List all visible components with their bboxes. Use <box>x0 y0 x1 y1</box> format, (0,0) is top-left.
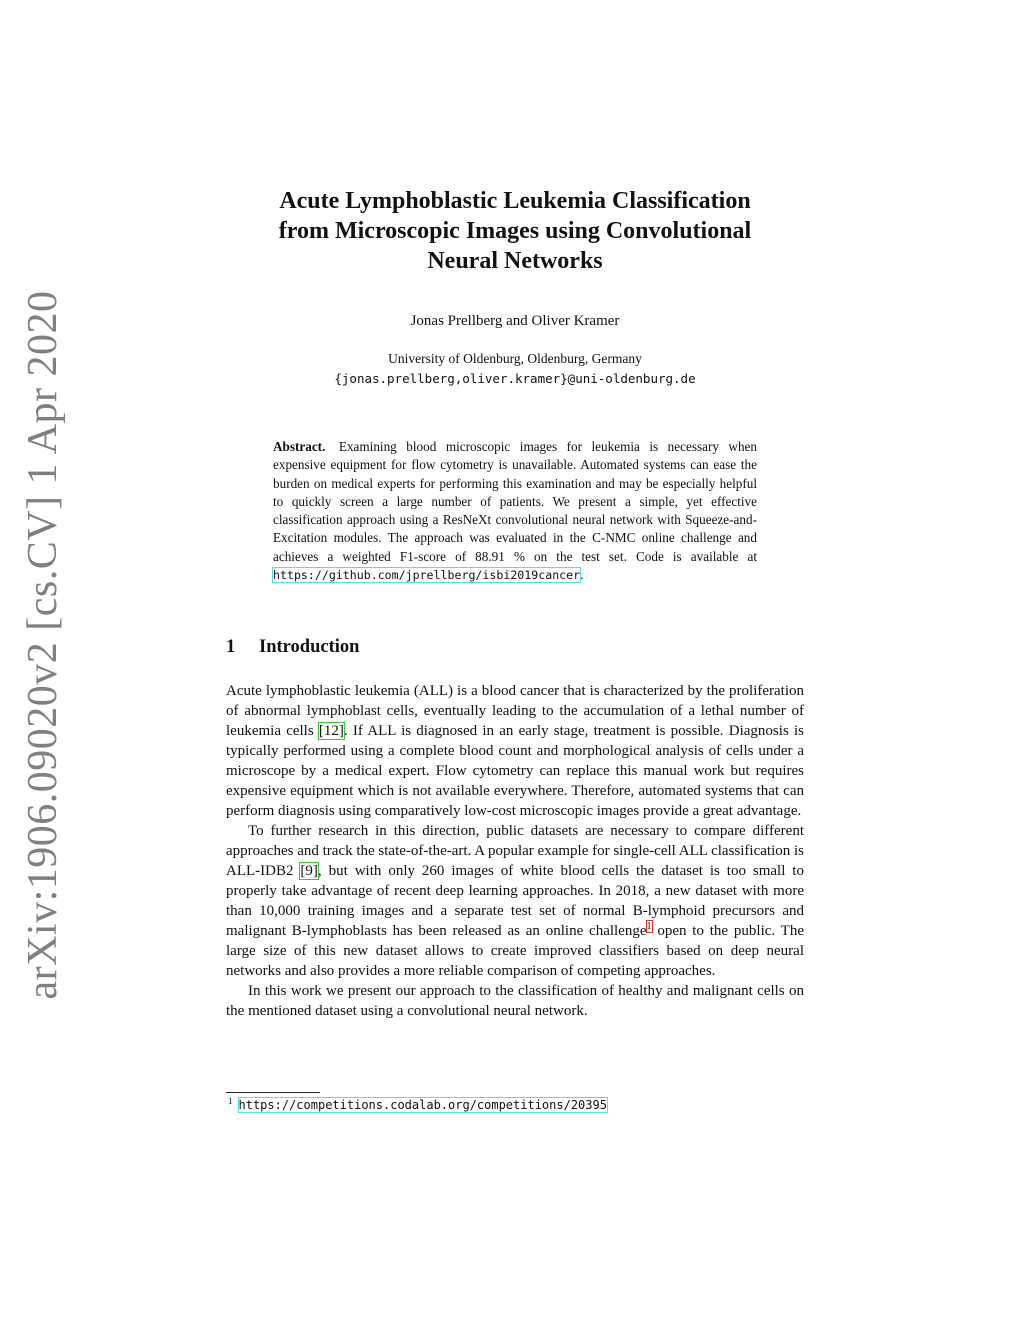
title-line: Acute Lymphoblastic Leukemia Classification <box>279 188 751 214</box>
code-link[interactable]: https://github.com/jprellberg/isbi2019cancer <box>273 568 581 583</box>
paper-title <box>200 186 830 276</box>
abstract-text: Examining blood microscopic images for leukemia is necessary when expensive equipment for flow cytometry is unavailable. Automated systems can ease the burden on medical experts for performing this examination and may be especially helpful to quickly screen a large number of patients. We present a simple, yet effective classification approach using a ResNeXt convolutional neural network with Squeeze-and-Excitation modules. The approach was evaluated in the C-NMC online challenge and achieves a weighted F1-score of 88.91 % on the test set. Code is available at <box>273 439 757 564</box>
footnote <box>228 1096 607 1113</box>
footnote-marker-link[interactable]: 1 <box>646 921 652 932</box>
body-text <box>226 681 804 1021</box>
affiliation: University of Oldenburg, Oldenburg, Germany <box>388 351 642 366</box>
authors: Jonas Prellberg and Oliver Kramer <box>410 313 620 329</box>
section-number: 1 <box>226 637 236 657</box>
paragraph-1 <box>226 681 804 821</box>
title-line: from Microscopic Images using Convolutional <box>278 218 752 244</box>
abstract-label: Abstract. <box>273 439 326 454</box>
footnote-number: 1 <box>228 1096 233 1106</box>
paragraph-text: , but with only 260 images of white blood cells the dataset is too small to properly take advantage of recent deep learning approaches. In 2018, a new dataset with more than 10,000 training images and a separate test set of normal B-lymphoid precursors and malignant B-lymphoblasts has been released as an online challenge <box>226 863 804 939</box>
citation-link[interactable]: [12] <box>318 723 344 739</box>
section-heading <box>226 637 359 658</box>
abstract-link-suffix: . <box>580 567 584 583</box>
arxiv-identifier: arXiv:1906.09020v2 [cs.CV] 1 Apr 2020 <box>20 290 66 1000</box>
paragraph-text: . If ALL is diagnosed in an early stage, treatment is possible. Diagnosis is typically performed using a complete blood count and morphological analysis of cells under a microscope by a medical expert. Flow cytometry can replace this manual work but requires expensive equipment which is not available everywhere. Therefore, automated systems that can perform diagnosis using comparatively low-cost microscopic images provide a great advantage. <box>226 723 805 819</box>
title-line: Neural Networks <box>427 248 603 274</box>
affiliation-block <box>200 349 830 389</box>
abstract <box>273 438 757 584</box>
paragraph-text: To further research in this direction, public datasets are necessary to compare different approaches and track the state-of-the-art. A popular example for single-cell ALL classification is ALL-IDB2 <box>226 823 804 879</box>
paragraph-2 <box>226 821 804 981</box>
citation-link[interactable]: [9] <box>300 863 318 879</box>
footnote-divider <box>226 1092 320 1093</box>
paragraph-text: open to the public. The large size of this new dataset allows to create improved classifiers based on deep neural networks and also provides a more reliable comparison of competing approaches. <box>226 923 804 979</box>
paragraph-3: In this work we present our approach to the classification of healthy and malignant cells on the mentioned dataset using a convolutional neural network. <box>226 983 804 1019</box>
paragraph-text: Acute lymphoblastic leukemia (ALL) is a blood cancer that is characterized by the proliferation of abnormal lymphoblast cells, eventually leading to the accumulation of a lethal number of leukemia cells <box>226 683 804 739</box>
section-title: Introduction <box>259 637 360 657</box>
author-emails: {jonas.prellberg,oliver.kramer}@uni-oldenburg.de <box>334 371 696 386</box>
footnote-link[interactable]: https://competitions.codalab.org/competitions/20395 <box>238 1098 607 1113</box>
